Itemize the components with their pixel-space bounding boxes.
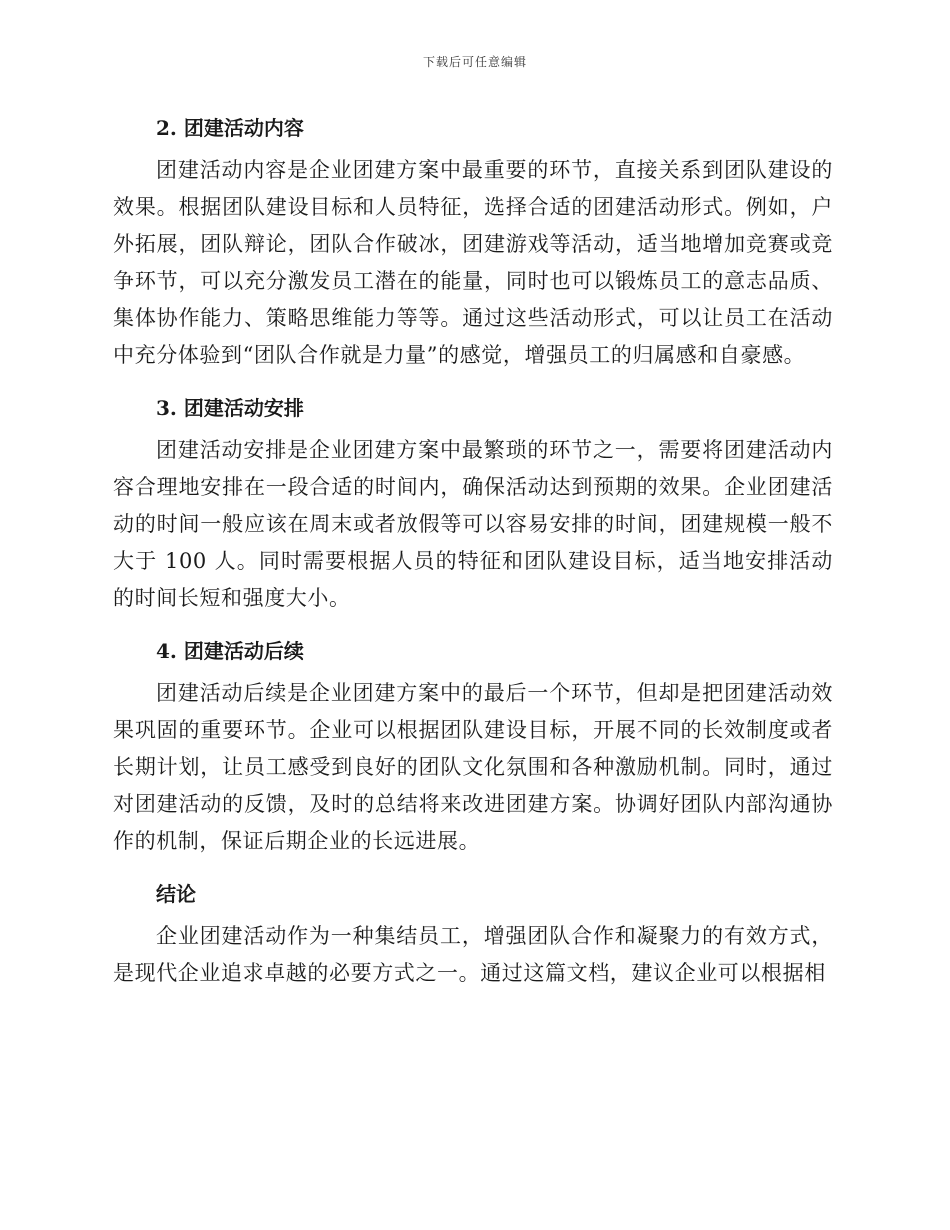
page-header-note: 下载后可任意编辑 bbox=[422, 55, 527, 69]
section-activity-schedule bbox=[113, 388, 833, 617]
document-body bbox=[113, 108, 833, 992]
section-paragraph: 企业团建活动作为一种集结员工，增强团队合作和凝聚力的有效方式，是现代企业追求卓越的必要方式之一。通过这篇文档，建议企业可以根据相 bbox=[113, 924, 833, 985]
section-paragraph: 团建活动安排是企业团建方案中最繁琐的环节之一，需要将团建活动内容合理地安排在一段合适的时间内，确保活动达到预期的效果。企业团建活动的时间一般应该在周末或者放假等可以容易安排的时间，团建规模一般不大于 100 人。同时需要根据人员的特征和团队建设目标，适当地安排活动的时间长短和强度大小。 bbox=[113, 438, 833, 610]
section-paragraph: 团建活动内容是企业团建方案中最重要的环节，直接关系到团队建设的效果。根据团队建设目标和人员特征，选择合适的团建活动形式。例如，户外拓展，团队辩论，团队合作破冰，团建游戏等活动，适当地增加竞赛或竞争环节，可以充分激发员工潜在的能量，同时也可以锻炼员工的意志品质、集体协作能力、策略思维能力等等。通过这些活动形式，可以让员工在活动中充分体验到“团队合作就是力量”的感觉，增强员工的归属感和自豪感。 bbox=[113, 158, 833, 367]
section-heading: 3. 团建活动安排 bbox=[156, 396, 304, 420]
section-conclusion bbox=[113, 874, 833, 992]
section-heading: 4. 团建活动后续 bbox=[156, 639, 304, 663]
section-heading: 结论 bbox=[156, 882, 196, 906]
section-activity-followup bbox=[113, 631, 833, 860]
section-heading: 2. 团建活动内容 bbox=[156, 116, 304, 140]
section-activity-content bbox=[113, 108, 833, 374]
section-paragraph: 团建活动后续是企业团建方案中的最后一个环节，但却是把团建活动效果巩固的重要环节。企业可以根据团队建设目标，开展不同的长效制度或者长期计划，让员工感受到良好的团队文化氛围和各种激励机制。同时，通过对团建活动的反馈，及时的总结将来改进团建方案。协调好团队内部沟通协作的机制，保证后期企业的长远进展。 bbox=[113, 681, 833, 853]
